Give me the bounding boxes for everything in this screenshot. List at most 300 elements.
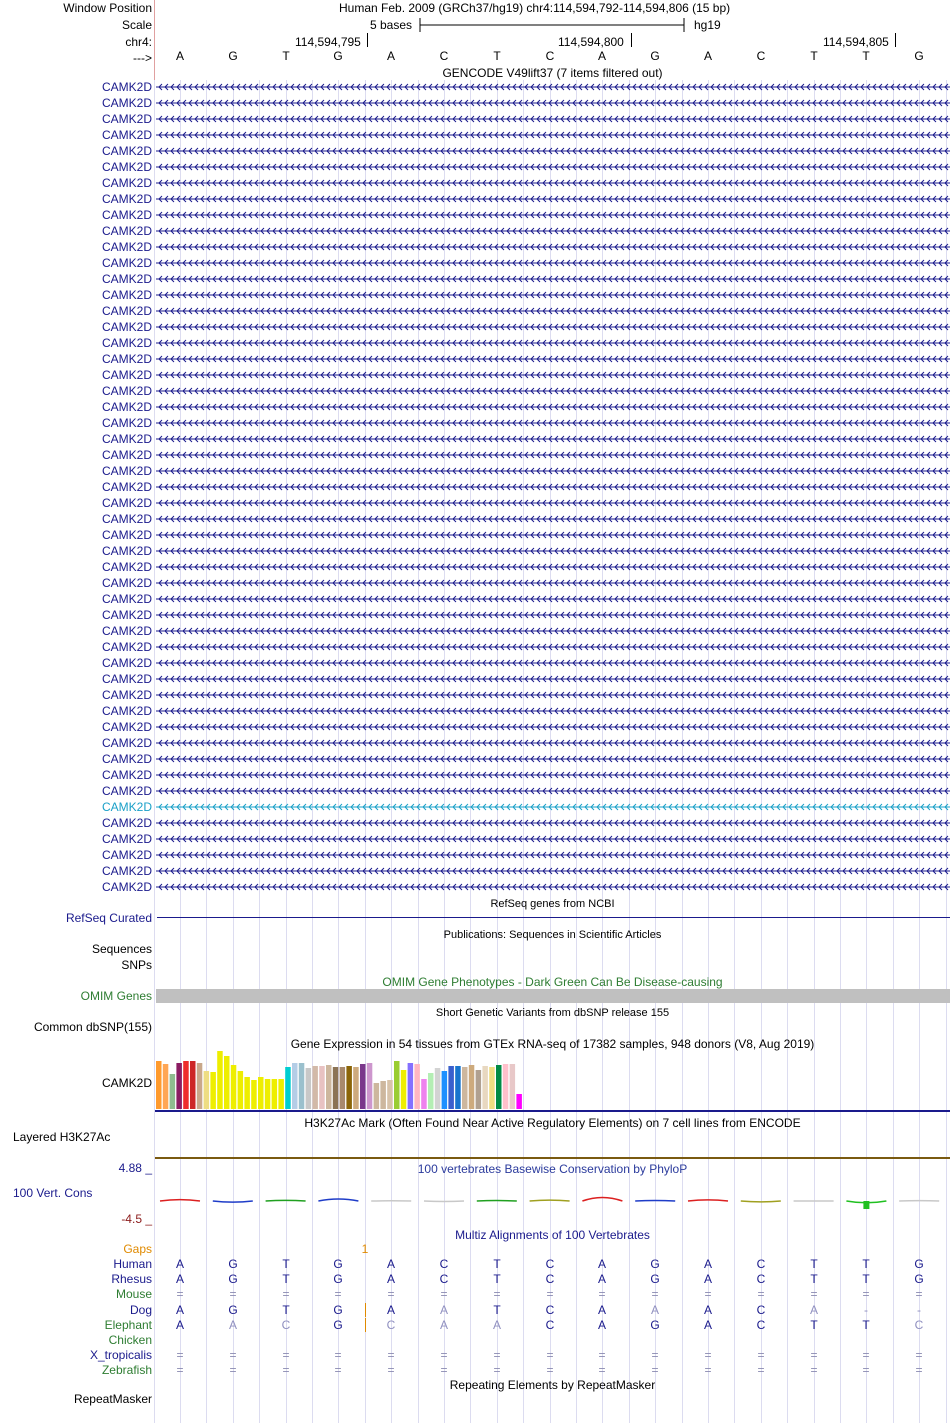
- gencode-transcript-label[interactable]: CAMK2D: [101, 752, 152, 766]
- gencode-transcript-label[interactable]: CAMK2D: [101, 528, 152, 542]
- gencode-transcript-line[interactable]: [155, 272, 950, 286]
- aligned-base: =: [440, 1287, 448, 1301]
- gencode-transcript-line[interactable]: [155, 432, 950, 446]
- sequence-base: C: [439, 49, 449, 63]
- aligned-base: =: [862, 1287, 870, 1301]
- gtex-tissue-bar[interactable]: [156, 1061, 162, 1109]
- gap-count-mark: 1: [361, 1242, 369, 1256]
- gencode-transcript-line[interactable]: [155, 576, 950, 590]
- gencode-transcript-label[interactable]: CAMK2D: [101, 448, 152, 462]
- gencode-transcript-label[interactable]: CAMK2D: [101, 736, 152, 750]
- gencode-transcript-label[interactable]: CAMK2D: [101, 496, 152, 510]
- gtex-tissue-bar[interactable]: [176, 1063, 182, 1109]
- gencode-transcript-label[interactable]: CAMK2D: [101, 816, 152, 830]
- aligned-base: =: [493, 1287, 501, 1301]
- assembly-position-text: Human Feb. 2009 (GRCh37/hg19) chr4:114,594,792-114,594,806 (15 bp): [339, 1, 731, 15]
- publications-sequences-label[interactable]: Sequences: [91, 942, 152, 956]
- gtex-tissue-bar[interactable]: [163, 1064, 169, 1109]
- gtex-tissue-bar[interactable]: [442, 1071, 448, 1109]
- aligned-base: =: [915, 1348, 923, 1362]
- aligned-base: A: [597, 1257, 606, 1271]
- gencode-transcript-line[interactable]: [155, 400, 950, 414]
- gtex-tissue-bar[interactable]: [238, 1071, 244, 1109]
- aligned-base: C: [545, 1257, 555, 1271]
- aligned-base: G: [914, 1257, 924, 1271]
- aligned-base: A: [650, 1303, 659, 1317]
- position-tick-2: 114,594,800: [558, 35, 624, 49]
- gencode-transcript-label[interactable]: CAMK2D: [101, 176, 152, 190]
- gencode-transcript-line[interactable]: [155, 816, 950, 830]
- gtex-tissue-bar[interactable]: [285, 1067, 291, 1109]
- gencode-transcript-line[interactable]: [155, 640, 950, 654]
- phylop-track-title: 100 vertebrates Basewise Conservation by PhyloP: [417, 1162, 688, 1176]
- gencode-transcript-label[interactable]: CAMK2D: [101, 432, 152, 446]
- gencode-transcript-line[interactable]: [155, 528, 950, 542]
- gtex-tissue-bar[interactable]: [292, 1063, 298, 1109]
- position-tick-mark-2: [631, 33, 632, 47]
- aligned-base: -: [917, 1303, 921, 1317]
- sequence-base: T: [282, 49, 290, 63]
- aligned-base: A: [703, 1318, 712, 1332]
- gencode-transcript-label[interactable]: CAMK2D: [101, 656, 152, 670]
- aligned-base: =: [651, 1287, 659, 1301]
- aligned-base: T: [282, 1303, 290, 1317]
- multiz-track-title: Multiz Alignments of 100 Vertebrates: [455, 1228, 650, 1242]
- position-tick-mark-1: [367, 33, 368, 47]
- aligned-base: A: [228, 1318, 237, 1332]
- gtex-tissue-bar[interactable]: [408, 1063, 414, 1109]
- gencode-transcript-label[interactable]: CAMK2D: [101, 352, 152, 366]
- aligned-base: =: [915, 1363, 923, 1377]
- dbsnp-label[interactable]: Common dbSNP(155): [33, 1020, 152, 1034]
- aligned-base: A: [386, 1272, 395, 1286]
- species-label: Rhesus: [111, 1272, 152, 1286]
- gencode-transcript-label[interactable]: CAMK2D: [101, 304, 152, 318]
- gencode-transcript-label[interactable]: CAMK2D: [101, 800, 152, 814]
- aligned-base: =: [282, 1363, 290, 1377]
- gencode-transcript-line[interactable]: [155, 352, 950, 366]
- gtex-tissue-bar[interactable]: [387, 1080, 393, 1109]
- phylop-score-mark: [530, 1200, 570, 1201]
- position-tick-1: 114,594,795: [295, 35, 361, 49]
- gencode-transcript-line[interactable]: [155, 176, 950, 190]
- gencode-transcript-label[interactable]: CAMK2D: [101, 240, 152, 254]
- gtex-tissue-bar[interactable]: [462, 1067, 468, 1109]
- aligned-base: =: [598, 1348, 606, 1362]
- omim-label[interactable]: OMIM Genes: [80, 989, 152, 1003]
- gencode-transcript-line[interactable]: [155, 304, 950, 318]
- gencode-transcript-label[interactable]: CAMK2D: [101, 592, 152, 606]
- gencode-transcript-line[interactable]: [155, 320, 950, 334]
- gencode-transcript-line[interactable]: [155, 704, 950, 718]
- gencode-transcript-line[interactable]: [155, 384, 950, 398]
- aligned-base: =: [651, 1363, 659, 1377]
- sequence-base: A: [703, 49, 712, 63]
- track-image-area[interactable]: [155, 0, 950, 1423]
- gencode-transcript-label[interactable]: CAMK2D: [101, 416, 152, 430]
- species-label: Human: [113, 1257, 152, 1271]
- gencode-transcript-label[interactable]: CAMK2D: [101, 848, 152, 862]
- gencode-transcript-line[interactable]: [155, 416, 950, 430]
- insertion-mark: [365, 1318, 366, 1332]
- aligned-base: G: [228, 1303, 238, 1317]
- gencode-transcript-line[interactable]: [155, 144, 950, 158]
- gtex-tissue-bar[interactable]: [204, 1071, 210, 1109]
- gencode-transcript-line[interactable]: [155, 736, 950, 750]
- gtex-bar-chart[interactable]: [155, 1051, 950, 1113]
- gtex-tissue-bar[interactable]: [469, 1065, 475, 1109]
- gencode-transcript-line[interactable]: [155, 832, 950, 846]
- gtex-tissue-bar[interactable]: [455, 1066, 461, 1109]
- omim-gene-bar[interactable]: [156, 989, 950, 1003]
- aligned-base: A: [386, 1257, 395, 1271]
- phylop-score-mark: [266, 1200, 306, 1201]
- aligned-base: =: [546, 1287, 554, 1301]
- gtex-tissue-bar[interactable]: [306, 1068, 312, 1109]
- gencode-transcript-line[interactable]: [155, 240, 950, 254]
- gencode-transcript-label[interactable]: CAMK2D: [101, 608, 152, 622]
- aligned-base: C: [545, 1272, 555, 1286]
- aligned-base: T: [493, 1257, 501, 1271]
- insertion-mark: [365, 1303, 366, 1317]
- gtex-tissue-bar[interactable]: [170, 1074, 176, 1109]
- gencode-transcript-label[interactable]: CAMK2D: [101, 112, 152, 126]
- gtex-tissue-bar[interactable]: [319, 1066, 325, 1109]
- aligned-base: T: [862, 1257, 870, 1271]
- species-label: X_tropicalis: [89, 1348, 152, 1362]
- species-label: Chicken: [108, 1333, 152, 1347]
- aligned-base: C: [545, 1303, 555, 1317]
- gencode-transcript-line[interactable]: [155, 256, 950, 270]
- gtex-tissue-bar[interactable]: [489, 1067, 495, 1109]
- aligned-base: A: [703, 1272, 712, 1286]
- gencode-transcript-line[interactable]: [155, 80, 950, 94]
- gencode-transcript-label[interactable]: CAMK2D: [101, 512, 152, 526]
- gtex-tissue-bar[interactable]: [190, 1061, 196, 1109]
- aligned-base: T: [810, 1257, 818, 1271]
- gencode-transcript-label[interactable]: CAMK2D: [101, 624, 152, 638]
- gtex-tissue-bar[interactable]: [482, 1066, 488, 1109]
- gtex-tissue-bar[interactable]: [231, 1065, 237, 1109]
- aligned-base: G: [914, 1272, 924, 1286]
- aligned-base: =: [757, 1348, 765, 1362]
- gtex-tissue-bar[interactable]: [435, 1068, 441, 1109]
- sequence-base: A: [597, 49, 606, 63]
- aligned-base: C: [386, 1318, 396, 1332]
- aligned-base: =: [757, 1363, 765, 1377]
- sequence-base: G: [914, 49, 924, 63]
- gencode-transcript-label[interactable]: CAMK2D: [101, 672, 152, 686]
- aligned-base: C: [439, 1272, 449, 1286]
- aligned-base: A: [175, 1303, 184, 1317]
- refseq-gene-line[interactable]: [157, 917, 950, 918]
- gencode-transcript-label[interactable]: CAMK2D: [101, 96, 152, 110]
- aligned-base: =: [757, 1287, 765, 1301]
- scale-bar-text: 5 bases: [370, 18, 413, 32]
- aligned-base: =: [229, 1363, 237, 1377]
- phylop-label[interactable]: 100 Vert. Cons: [13, 1186, 93, 1200]
- gencode-transcript-line[interactable]: [155, 448, 950, 462]
- track-label-column: [0, 0, 154, 1423]
- gencode-transcript-line[interactable]: [155, 192, 950, 206]
- gtex-tissue-bar[interactable]: [224, 1056, 230, 1109]
- aligned-base: C: [914, 1318, 924, 1332]
- gencode-transcript-label[interactable]: CAMK2D: [101, 368, 152, 382]
- gencode-transcript-line[interactable]: [155, 368, 950, 382]
- aligned-base: T: [862, 1318, 870, 1332]
- gtex-tissue-bar[interactable]: [278, 1079, 284, 1109]
- refseq-label[interactable]: RefSeq Curated: [65, 911, 152, 925]
- gtex-tissue-bar[interactable]: [353, 1067, 359, 1109]
- gencode-transcript-label[interactable]: CAMK2D: [101, 480, 152, 494]
- aligned-base: A: [703, 1303, 712, 1317]
- gencode-transcript-label[interactable]: CAMK2D: [101, 544, 152, 558]
- gencode-transcript-label[interactable]: CAMK2D: [101, 688, 152, 702]
- gencode-transcript-label[interactable]: CAMK2D: [101, 208, 152, 222]
- gencode-transcript-line[interactable]: [155, 784, 950, 798]
- gtex-tissue-bar[interactable]: [312, 1066, 318, 1109]
- strand-arrow-label: --->: [133, 51, 152, 65]
- gtex-tissue-bar[interactable]: [414, 1064, 420, 1109]
- phylop-score-mark: [582, 1197, 622, 1201]
- phylop-score-bar: [863, 1201, 869, 1209]
- aligned-base: =: [440, 1363, 448, 1377]
- aligned-base: =: [546, 1363, 554, 1377]
- gencode-transcript-line[interactable]: [155, 496, 950, 510]
- repeatmasker-label[interactable]: RepeatMasker: [73, 1392, 152, 1406]
- gtex-tissue-bar[interactable]: [251, 1080, 257, 1109]
- aligned-base: C: [281, 1318, 291, 1332]
- chrom-label: chr4:: [125, 35, 152, 49]
- sequence-base: G: [228, 49, 238, 63]
- gencode-transcript-label[interactable]: CAMK2D: [101, 560, 152, 574]
- aligned-base: T: [282, 1272, 290, 1286]
- aligned-base: =: [282, 1287, 290, 1301]
- gencode-transcript-line[interactable]: [155, 288, 950, 302]
- aligned-base: A: [175, 1318, 184, 1332]
- gtex-tissue-bar[interactable]: [476, 1070, 482, 1109]
- gencode-transcript-label[interactable]: CAMK2D: [101, 320, 152, 334]
- gtex-tissue-bar[interactable]: [360, 1064, 366, 1109]
- gencode-transcript-line[interactable]: [155, 768, 950, 782]
- aligned-base: G: [228, 1257, 238, 1271]
- aligned-base: A: [809, 1303, 818, 1317]
- gencode-transcript-line[interactable]: [155, 800, 950, 814]
- gencode-transcript-line[interactable]: [155, 672, 950, 686]
- aligned-base: A: [386, 1303, 395, 1317]
- repeatmasker-track-title: Repeating Elements by RepeatMasker: [449, 1378, 656, 1392]
- aligned-base: A: [439, 1318, 448, 1332]
- gtex-tissue-bar[interactable]: [183, 1061, 189, 1109]
- gencode-transcript-line[interactable]: [155, 688, 950, 702]
- gencode-transcript-label[interactable]: CAMK2D: [101, 640, 152, 654]
- gencode-transcript-line[interactable]: [155, 608, 950, 622]
- gtex-tissue-bar[interactable]: [448, 1066, 454, 1109]
- aligned-base: =: [915, 1287, 923, 1301]
- gencode-transcript-line[interactable]: [155, 480, 950, 494]
- gtex-tissue-bar[interactable]: [210, 1072, 216, 1109]
- gencode-transcript-label[interactable]: CAMK2D: [101, 784, 152, 798]
- gtex-tissue-bar[interactable]: [340, 1067, 346, 1109]
- gencode-transcript-label[interactable]: CAMK2D: [101, 160, 152, 174]
- aligned-base: G: [333, 1318, 343, 1332]
- phylop-score-mark: [160, 1200, 200, 1201]
- phylop-score-mark: [635, 1200, 675, 1201]
- gencode-transcript-line[interactable]: [155, 848, 950, 862]
- gtex-tissue-bar[interactable]: [258, 1077, 264, 1109]
- aligned-base: C: [439, 1257, 449, 1271]
- gencode-transcript-label[interactable]: CAMK2D: [101, 336, 152, 350]
- aligned-base: -: [864, 1303, 868, 1317]
- aligned-base: A: [597, 1318, 606, 1332]
- gencode-transcript-label[interactable]: CAMK2D: [101, 576, 152, 590]
- gencode-transcript-label[interactable]: CAMK2D: [101, 880, 152, 894]
- gencode-transcript-label[interactable]: CAMK2D: [101, 400, 152, 414]
- gtex-tissue-bar[interactable]: [272, 1079, 278, 1109]
- gtex-tissue-bar[interactable]: [346, 1066, 352, 1109]
- h3k27ac-track-title: H3K27Ac Mark (Often Found Near Active Regulatory Elements) on 7 cell lines from ENCODE: [304, 1116, 801, 1130]
- sequence-base: T: [862, 49, 870, 63]
- gencode-transcript-label[interactable]: CAMK2D: [101, 80, 152, 94]
- sequence-base: T: [810, 49, 818, 63]
- aligned-base: T: [493, 1303, 501, 1317]
- gencode-transcript-label[interactable]: CAMK2D: [101, 192, 152, 206]
- gencode-transcript-line[interactable]: [155, 656, 950, 670]
- sequence-base: G: [650, 49, 660, 63]
- aligned-base: A: [597, 1272, 606, 1286]
- aligned-base: A: [175, 1257, 184, 1271]
- sequence-base: T: [493, 49, 501, 63]
- aligned-base: A: [492, 1318, 501, 1332]
- scale-bar: [418, 17, 686, 33]
- gencode-transcript-line[interactable]: [155, 544, 950, 558]
- gencode-transcript-label[interactable]: CAMK2D: [101, 144, 152, 158]
- aligned-base: =: [704, 1348, 712, 1362]
- h3k27ac-baseline: [155, 1157, 950, 1159]
- aligned-base: T: [282, 1257, 290, 1271]
- gencode-transcript-line[interactable]: [155, 512, 950, 526]
- window-position-label: Window Position: [63, 1, 152, 15]
- gtex-tissue-bar[interactable]: [510, 1064, 515, 1109]
- aligned-base: =: [229, 1287, 237, 1301]
- aligned-base: =: [862, 1348, 870, 1362]
- gencode-transcript-label[interactable]: CAMK2D: [101, 224, 152, 238]
- phylop-score-mark: [213, 1201, 253, 1202]
- aligned-base: G: [228, 1272, 238, 1286]
- phylop-score-mark: [318, 1199, 358, 1201]
- gtex-label[interactable]: CAMK2D: [101, 1076, 152, 1090]
- gtex-tissue-bar[interactable]: [374, 1083, 380, 1109]
- gencode-transcript-line[interactable]: [155, 720, 950, 734]
- gtex-tissue-bar[interactable]: [503, 1064, 509, 1109]
- aligned-base: =: [704, 1287, 712, 1301]
- aligned-base: A: [175, 1272, 184, 1286]
- gencode-transcript-label[interactable]: CAMK2D: [101, 256, 152, 270]
- gtex-tissue-bar[interactable]: [299, 1063, 305, 1109]
- gencode-transcript-line[interactable]: [155, 160, 950, 174]
- h3k27ac-label[interactable]: Layered H3K27Ac: [13, 1130, 111, 1144]
- gencode-transcript-label[interactable]: CAMK2D: [101, 864, 152, 878]
- gencode-transcript-line[interactable]: [155, 592, 950, 606]
- gencode-transcript-label[interactable]: CAMK2D: [101, 768, 152, 782]
- gencode-transcript-label[interactable]: CAMK2D: [101, 720, 152, 734]
- gencode-transcript-line[interactable]: [155, 224, 950, 238]
- species-label: Elephant: [104, 1318, 152, 1332]
- gencode-transcript-label[interactable]: CAMK2D: [101, 704, 152, 718]
- gencode-transcript-line[interactable]: [155, 560, 950, 574]
- aligned-base: C: [756, 1272, 766, 1286]
- gencode-transcript-line[interactable]: [155, 752, 950, 766]
- aligned-base: =: [334, 1348, 342, 1362]
- sequence-base: A: [175, 49, 184, 63]
- aligned-base: =: [387, 1287, 395, 1301]
- gtex-tissue-bar[interactable]: [333, 1067, 339, 1109]
- phylop-score-mark: [741, 1201, 781, 1202]
- species-label: Zebrafish: [101, 1363, 152, 1377]
- aligned-base: =: [862, 1363, 870, 1377]
- gtex-tissue-bar[interactable]: [244, 1077, 250, 1109]
- gencode-transcript-line[interactable]: [155, 880, 950, 894]
- aligned-base: =: [704, 1363, 712, 1377]
- aligned-base: =: [229, 1348, 237, 1362]
- aligned-base: =: [282, 1348, 290, 1362]
- gencode-transcript-line[interactable]: [155, 624, 950, 638]
- aligned-base: =: [651, 1348, 659, 1362]
- gencode-transcript-label[interactable]: CAMK2D: [101, 128, 152, 142]
- gtex-tissue-bar[interactable]: [401, 1070, 407, 1109]
- gencode-transcript-label[interactable]: CAMK2D: [101, 384, 152, 398]
- gencode-transcript-line[interactable]: [155, 112, 950, 126]
- publications-snps-label[interactable]: SNPs: [121, 958, 152, 972]
- gtex-tissue-bar[interactable]: [197, 1063, 203, 1109]
- aligned-base: C: [756, 1318, 766, 1332]
- aligned-base: =: [810, 1363, 818, 1377]
- gtex-tissue-bar[interactable]: [265, 1079, 271, 1109]
- position-tick-mark-3: [895, 33, 896, 47]
- aligned-base: T: [493, 1272, 501, 1286]
- gtex-tissue-bar[interactable]: [367, 1063, 373, 1109]
- gtex-tissue-bar[interactable]: [394, 1061, 400, 1109]
- gtex-tissue-bar[interactable]: [496, 1065, 502, 1109]
- phylop-min-label: -4.5 _: [121, 1212, 152, 1226]
- gencode-transcript-label[interactable]: CAMK2D: [101, 464, 152, 478]
- gencode-transcript-label[interactable]: CAMK2D: [101, 272, 152, 286]
- gtex-tissue-bar[interactable]: [217, 1051, 223, 1109]
- aligned-base: =: [387, 1348, 395, 1362]
- gtex-tissue-bar[interactable]: [428, 1073, 434, 1109]
- gencode-transcript-line[interactable]: [155, 208, 950, 222]
- phylop-wiggle[interactable]: [155, 1180, 950, 1230]
- sequence-base: G: [333, 49, 343, 63]
- gtex-tissue-bar[interactable]: [516, 1094, 522, 1109]
- aligned-base: G: [650, 1257, 660, 1271]
- aligned-base: C: [545, 1318, 555, 1332]
- gencode-transcript-line[interactable]: [155, 336, 950, 350]
- gencode-transcript-line[interactable]: [155, 96, 950, 110]
- gencode-transcript-label[interactable]: CAMK2D: [101, 288, 152, 302]
- aligned-base: C: [756, 1257, 766, 1271]
- aligned-base: =: [334, 1363, 342, 1377]
- gtex-tissue-bar[interactable]: [421, 1079, 427, 1109]
- gencode-transcript-line[interactable]: [155, 864, 950, 878]
- gtex-tissue-bar[interactable]: [380, 1081, 386, 1109]
- gtex-tissue-bar[interactable]: [326, 1065, 332, 1109]
- gencode-transcript-line[interactable]: [155, 464, 950, 478]
- phylop-max-label: 4.88 _: [118, 1161, 152, 1175]
- gencode-transcript-line[interactable]: [155, 128, 950, 142]
- gencode-transcript-label[interactable]: CAMK2D: [101, 832, 152, 846]
- aligned-base: G: [333, 1272, 343, 1286]
